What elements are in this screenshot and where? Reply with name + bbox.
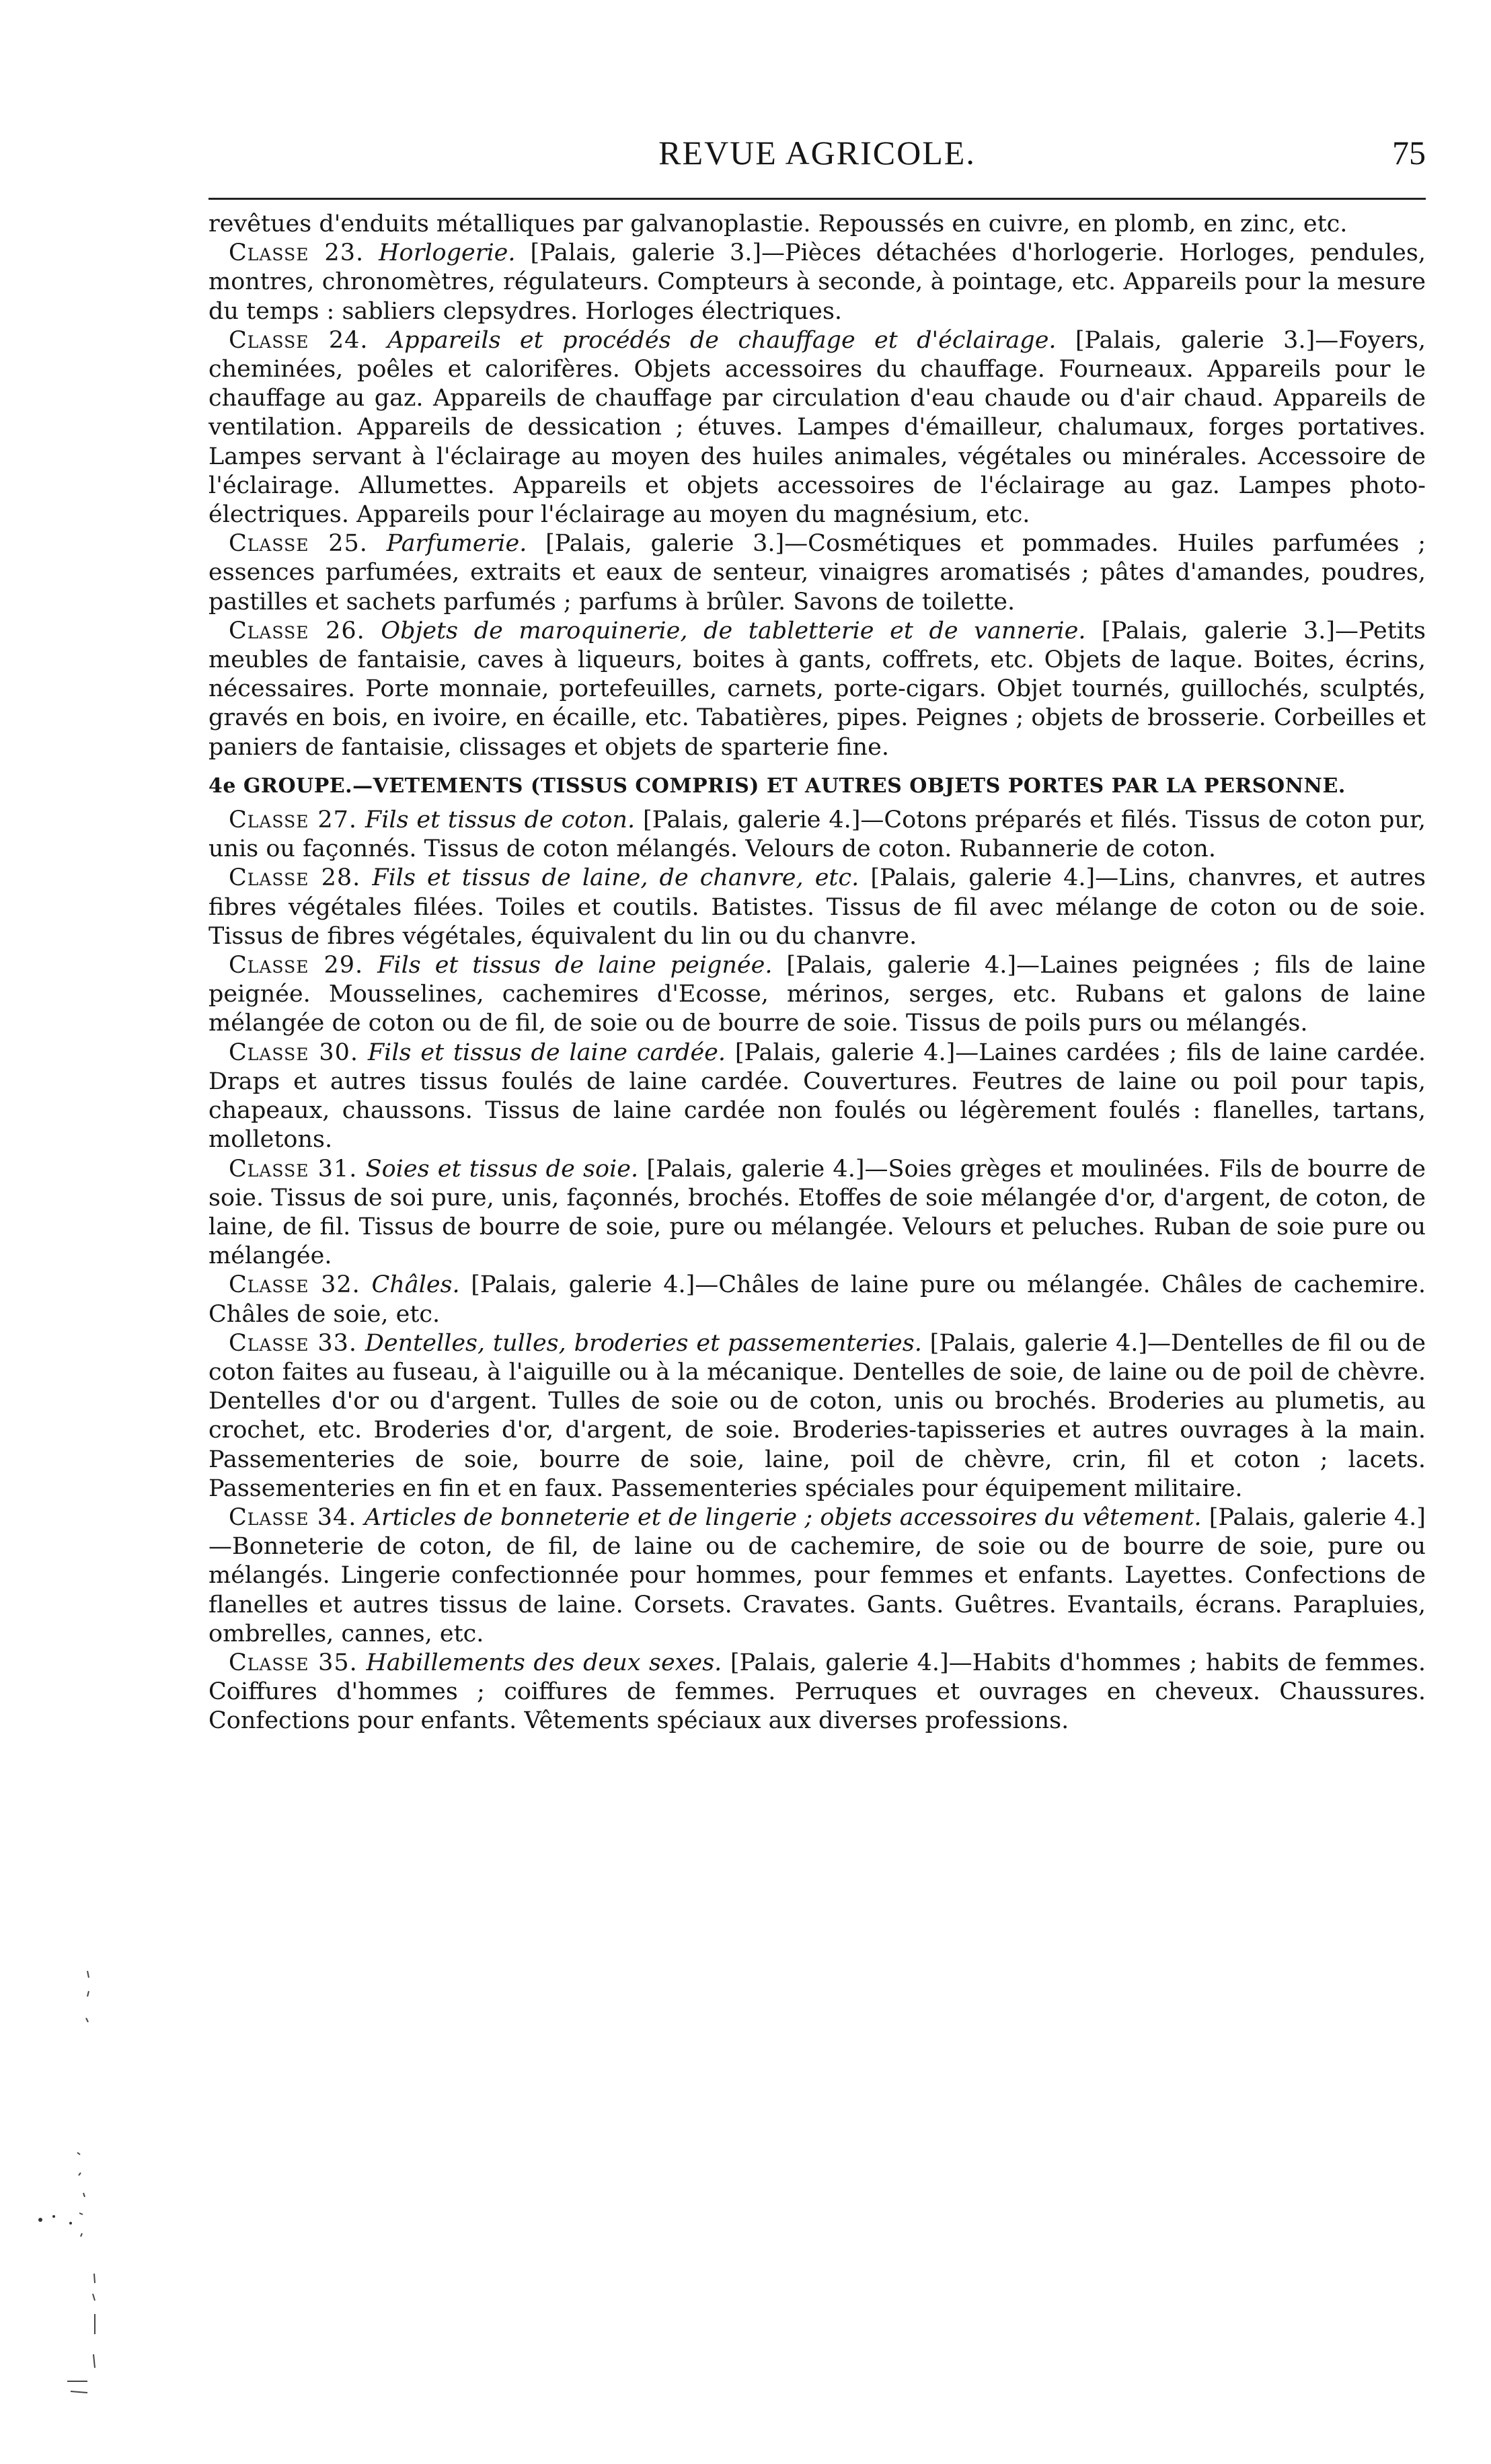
class-title: Fils et tissus de laine, de chanvre, etc. xyxy=(372,864,859,892)
class-label: Classe 27. xyxy=(229,807,358,834)
class-label: Classe 31. xyxy=(229,1155,358,1183)
class-text: [Palais, galerie 4.]—Laines peignées ; fils de laine peignée. Mousselines, cachemires d'Ecosse, mérinos, serges, etc. Rubans et galons de laine mélangée de coton ou de fil, de soie ou de bourre de soie. Tissus de poils purs ou mélangés. xyxy=(208,952,1426,1037)
class-text: [Palais, galerie 4.]—Châles de laine pure ou mélangée. Châles de cachemire. Châles de soie, etc. xyxy=(208,1271,1426,1328)
class-title: Fils et tissus de laine cardée. xyxy=(367,1039,726,1066)
class-text: [Palais, galerie 4.]—Habits d'hommes ; habits de femmes. Coiffures d'hommes ; coiffures de femmes. Perruques et ouvrages en cheveux. Chaussures. Confections pour enfants. Vêtements spéciaux aux diverses professions. xyxy=(208,1649,1426,1735)
class-text: [Palais, galerie 3.]—Foyers, cheminées, poêles et calorifères. Objets accessoires du chauffage. Fourneaux. Appareils pour le chauffage au gaz. Appareils de chauffage par circulation d'eau chaude ou d'air chaud. Appareils de ventilation. Appareils de dessication ; étuves. Lampes d'émailleur, chalumaux, forges portatives. Lampes servant à l'éclairage au moyen des huiles animales, végétales ou minérales. Accessoire de l'éclairage. Allumettes. Appareils et objets accessoires de l'éclairage au gaz. Lampes photo-électriques. Appareils pour l'éclairage au moyen du magnésium, etc. xyxy=(208,326,1426,529)
class-text: [Palais, galerie 4.]—Bonneterie de coton, de fil, de laine ou de cachemire, de soie ou de bourre de soie, pure ou mélangés. Lingerie confectionnée pour hommes, pour femmes et enfants. Layettes. Confections de flanelles et autres tissus de laine. Corsets. Cravates. Gants. Guêtres. Evantails, écrans. Parapluies, ombrelles, cannes, etc. xyxy=(208,1503,1426,1647)
class-33-entry xyxy=(208,1329,1426,1503)
intro-paragraph: revêtues d'enduits métalliques par galvanoplastie. Repoussés en cuivre, en plomb, en zinc, etc. xyxy=(208,211,1348,237)
class-label: Classe 30. xyxy=(229,1039,359,1066)
class-label: Classe 28. xyxy=(229,864,361,892)
class-label: Classe 35. xyxy=(229,1649,358,1676)
class-text: [Palais, galerie 4.]—Cotons préparés et filés. Tissus de coton pur, unis ou façonnés. Tissus de coton mélangés. Velours de coton. Rubannerie de coton. xyxy=(208,807,1426,863)
class-label: Classe 25. xyxy=(229,530,368,558)
class-label: Classe 26. xyxy=(229,617,365,644)
class-text: [Palais, galerie 4.]—Dentelles de fil ou de coton faites au fuseau, à l'aiguille ou à la mécanique. Dentelles de soie, de laine ou de poil de chèvre. Dentelles d'or ou d'argent. Tulles de soie ou de coton, unis ou brochés. Broderies au plumetis, au crochet, etc. Broderies d'or, d'argent, de soie. Broderies-tapisseries et autres ouvrages à la main. Passementeries de soie, bourre de soie, laine, poil de chèvre, crin, fil et coton ; lacets. Passementeries en fin et en faux. Passementeries spéciales pour équipement militaire. xyxy=(208,1329,1426,1502)
class-title: Horlogerie. xyxy=(379,239,516,267)
class-text: [Palais, galerie 3.]—Pièces détachées d'horlogerie. Horloges, pendules, montres, chronomètres, régulateurs. Compteurs à seconde, à pointage, etc. Appareils pour la mesure du temps : sabliers clepsydres. Horloges électriques. xyxy=(208,239,1426,325)
class-34-entry xyxy=(208,1503,1426,1649)
class-29-entry xyxy=(208,951,1426,1039)
class-25-entry xyxy=(208,529,1426,617)
class-23-entry xyxy=(208,239,1426,326)
class-label: Classe 33. xyxy=(229,1329,357,1357)
class-35-entry xyxy=(208,1649,1426,1736)
group-heading: 4e GROUPE.—VETEMENTS (TISSUS COMPRIS) ET AUTRES OBJETS PORTES PAR LA PERSONNE. xyxy=(208,774,1346,798)
class-32-entry xyxy=(208,1271,1426,1329)
class-28-entry xyxy=(208,864,1426,951)
body-text xyxy=(208,210,1426,1736)
class-label: Classe 29. xyxy=(229,952,364,979)
class-title: Châles. xyxy=(371,1271,460,1299)
class-title: Habillements des deux sexes. xyxy=(366,1649,722,1676)
class-text: [Palais, galerie 4.]—Lins, chanvres, et autres fibres végétales filées. Toiles et coutils. Batistes. Tissus de fil avec mélange de coton ou de soie. Tissus de fibres végétales, équivalent du lin ou du chanvre. xyxy=(208,864,1426,950)
class-title: Articles de bonneterie et de lingerie ; objets accessoires du vêtement. xyxy=(364,1503,1202,1531)
class-text: [Palais, galerie 4.]—Laines cardées ; fils de laine cardée. Draps et autres tissus foulés de laine cardée. Couvertures. Feutres de laine ou poil pour tapis, chapeaux, chaussons. Tissus de laine cardée non foulés ou légèrement foulés : flanelles, tartans, molletons. xyxy=(208,1039,1426,1154)
class-title: Parfumerie. xyxy=(386,530,527,558)
scan-margin-marks xyxy=(13,1951,108,2422)
class-26-entry xyxy=(208,617,1426,762)
class-31-entry xyxy=(208,1155,1426,1271)
class-24-entry xyxy=(208,326,1426,529)
class-text: [Palais, galerie 4.]—Soies grèges et moulinées. Fils de bourre de soie. Tissus de soi pure, unis, façonnés, brochés. Etoffes de soie mélangée d'or, d'argent, de coton, de laine, de fil. Tissus de bourre de soie, pure ou mélangée. Velours et peluches. Ruban de soie pure ou mélangée. xyxy=(208,1155,1426,1270)
class-label: Classe 32. xyxy=(229,1271,360,1299)
header-rule xyxy=(208,198,1426,200)
class-label: Classe 34. xyxy=(229,1503,357,1531)
class-title: Soies et tissus de soie. xyxy=(365,1155,639,1183)
class-title: Dentelles, tulles, broderies et passementeries. xyxy=(365,1329,922,1357)
class-title: Appareils et procédés de chauffage et d'éclairage. xyxy=(387,326,1057,354)
class-text: [Palais, galerie 3.]—Petits meubles de fantaisie, caves à liqueurs, boites à gants, coffrets, etc. Objets de laque. Boites, écrins, nécessaires. Porte monnaie, portefeuilles, carnets, porte-cigars. Objet tournés, guillochés, sculptés, gravés en bois, en ivoire, en écaille, etc. Tabatières, pipes. Peignes ; objets de brosserie. Corbeilles et paniers de fantaisie, clissages et objets de sparterie fine. xyxy=(208,617,1426,761)
page-header xyxy=(208,133,1426,174)
class-title: Objets de maroquinerie, de tabletterie et de vannerie. xyxy=(381,617,1086,644)
class-title: Fils et tissus de coton. xyxy=(365,807,636,834)
class-title: Fils et tissus de laine peignée. xyxy=(377,952,773,979)
class-27-entry xyxy=(208,806,1426,864)
running-title: REVUE AGRICOLE. xyxy=(658,134,976,172)
class-text: [Palais, galerie 3.]—Cosmétiques et pommades. Huiles parfumées ; essences parfumées, extraits et eaux de senteur, vinaigres aromatisés ; pâtes d'amandes, poudres, pastilles et sachets parfumés ; parfums à brûler. Savons de toilette. xyxy=(208,530,1426,615)
class-label: Classe 24. xyxy=(229,326,369,354)
class-30-entry xyxy=(208,1039,1426,1155)
page-number: 75 xyxy=(1392,134,1426,172)
class-label: Classe 23. xyxy=(229,239,365,267)
